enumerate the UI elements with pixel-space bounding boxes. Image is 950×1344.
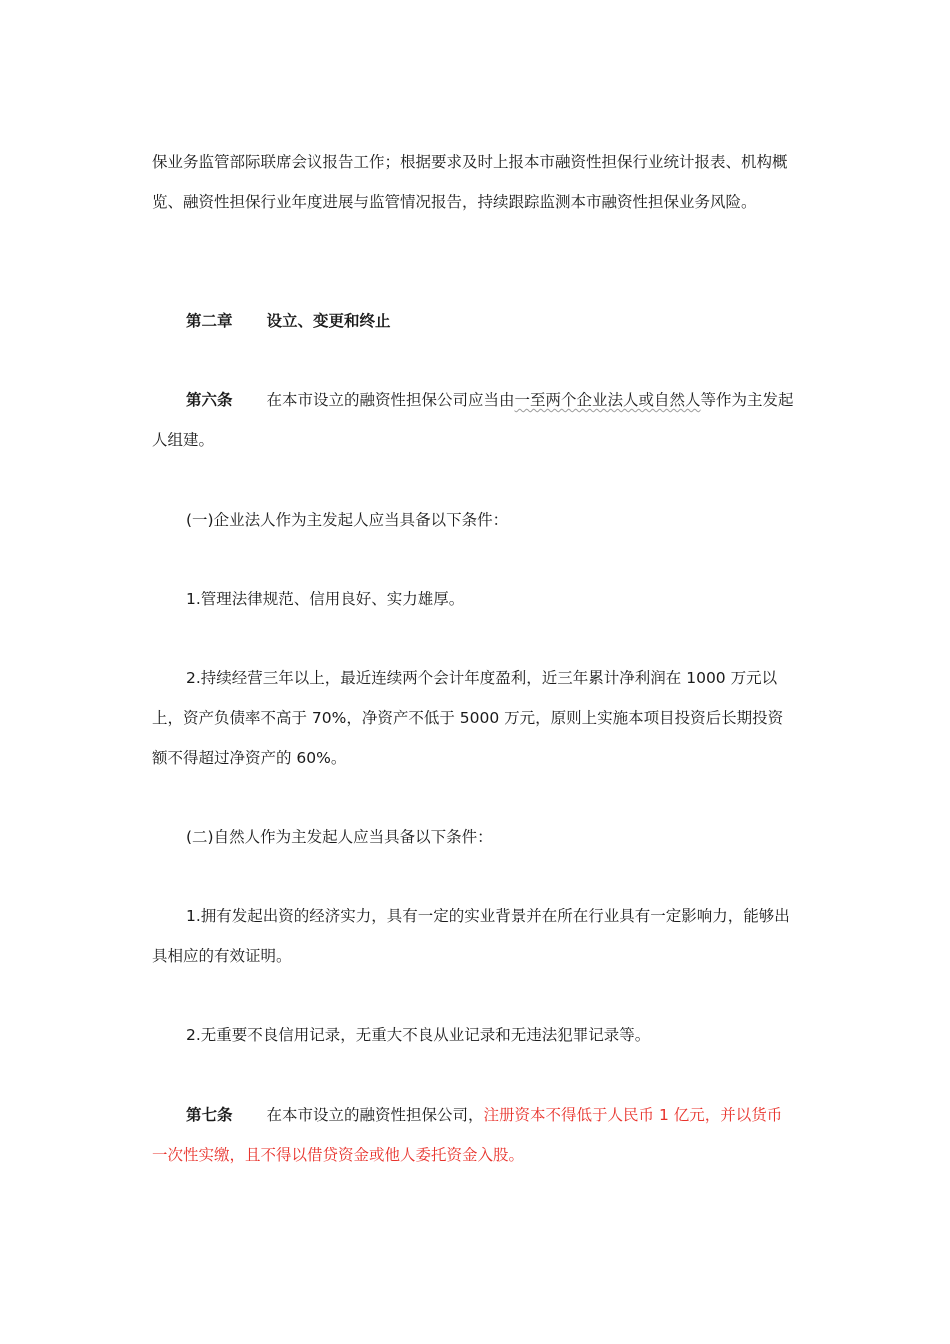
section-2-item-2 [152,1015,797,1055]
section-2-heading [152,817,797,857]
chapter-title: 设立、变更和终止 [266,312,391,330]
section-1-heading [152,500,797,540]
article-7 [152,1095,797,1175]
paragraph-text: 保业务监管部际联席会议报告工作；根据要求及时上报本市融资性担保行业统计报表、机构概览、融资性担保行业年度进展与监管情况报告，持续跟踪监测本市融资性担保业务风险。 [152,153,788,211]
underlined-text: 一至两个企业法人或自然人 [514,391,701,409]
chapter-label: 第二章 [186,312,233,330]
article-6 [152,380,797,460]
item-text: 2.无重要不良信用记录，无重大不良从业记录和无违法犯罪记录等。 [186,1026,651,1044]
article-text: 在本市设立的融资性担保公司， [266,1106,484,1124]
item-text: 2.持续经营三年以上，最近连续两个会计年度盈利，近三年累计净利润在 1000 万元以上，资产负债率不高于 70%，净资产不低于 5000 万元，原则上实施本项目投资后长期投资额不得超过净资产的 60%。 [152,669,784,767]
article-label: 第七条 [186,1106,233,1124]
article-text: 在本市设立的融资性担保公司应当由 [266,391,515,409]
section-1-item-1 [152,579,797,619]
section-text: (一)企业法人作为主发起人应当具备以下条件： [186,511,509,529]
item-text: 1.管理法律规范、信用良好、实力雄厚。 [186,590,465,608]
section-2-item-1 [152,896,797,976]
article-label: 第六条 [186,391,233,409]
chapter-heading [152,301,797,341]
section-1-item-2 [152,658,797,778]
section-text: (二)自然人作为主发起人应当具备以下条件： [186,828,493,846]
item-text: 1.拥有发起出资的经济实力，具有一定的实业背景并在所在行业具有一定影响力，能够出具相应的有效证明。 [152,907,790,965]
article-text-cont: 等作为主发起人组建。 [152,391,794,449]
highlighted-text: 注册资本不得低于人民币 1 亿元，并以货币一次性实缴，且不得以借贷资金或他人委托资金入股。 [152,1106,783,1164]
paragraph-continued [152,142,797,222]
